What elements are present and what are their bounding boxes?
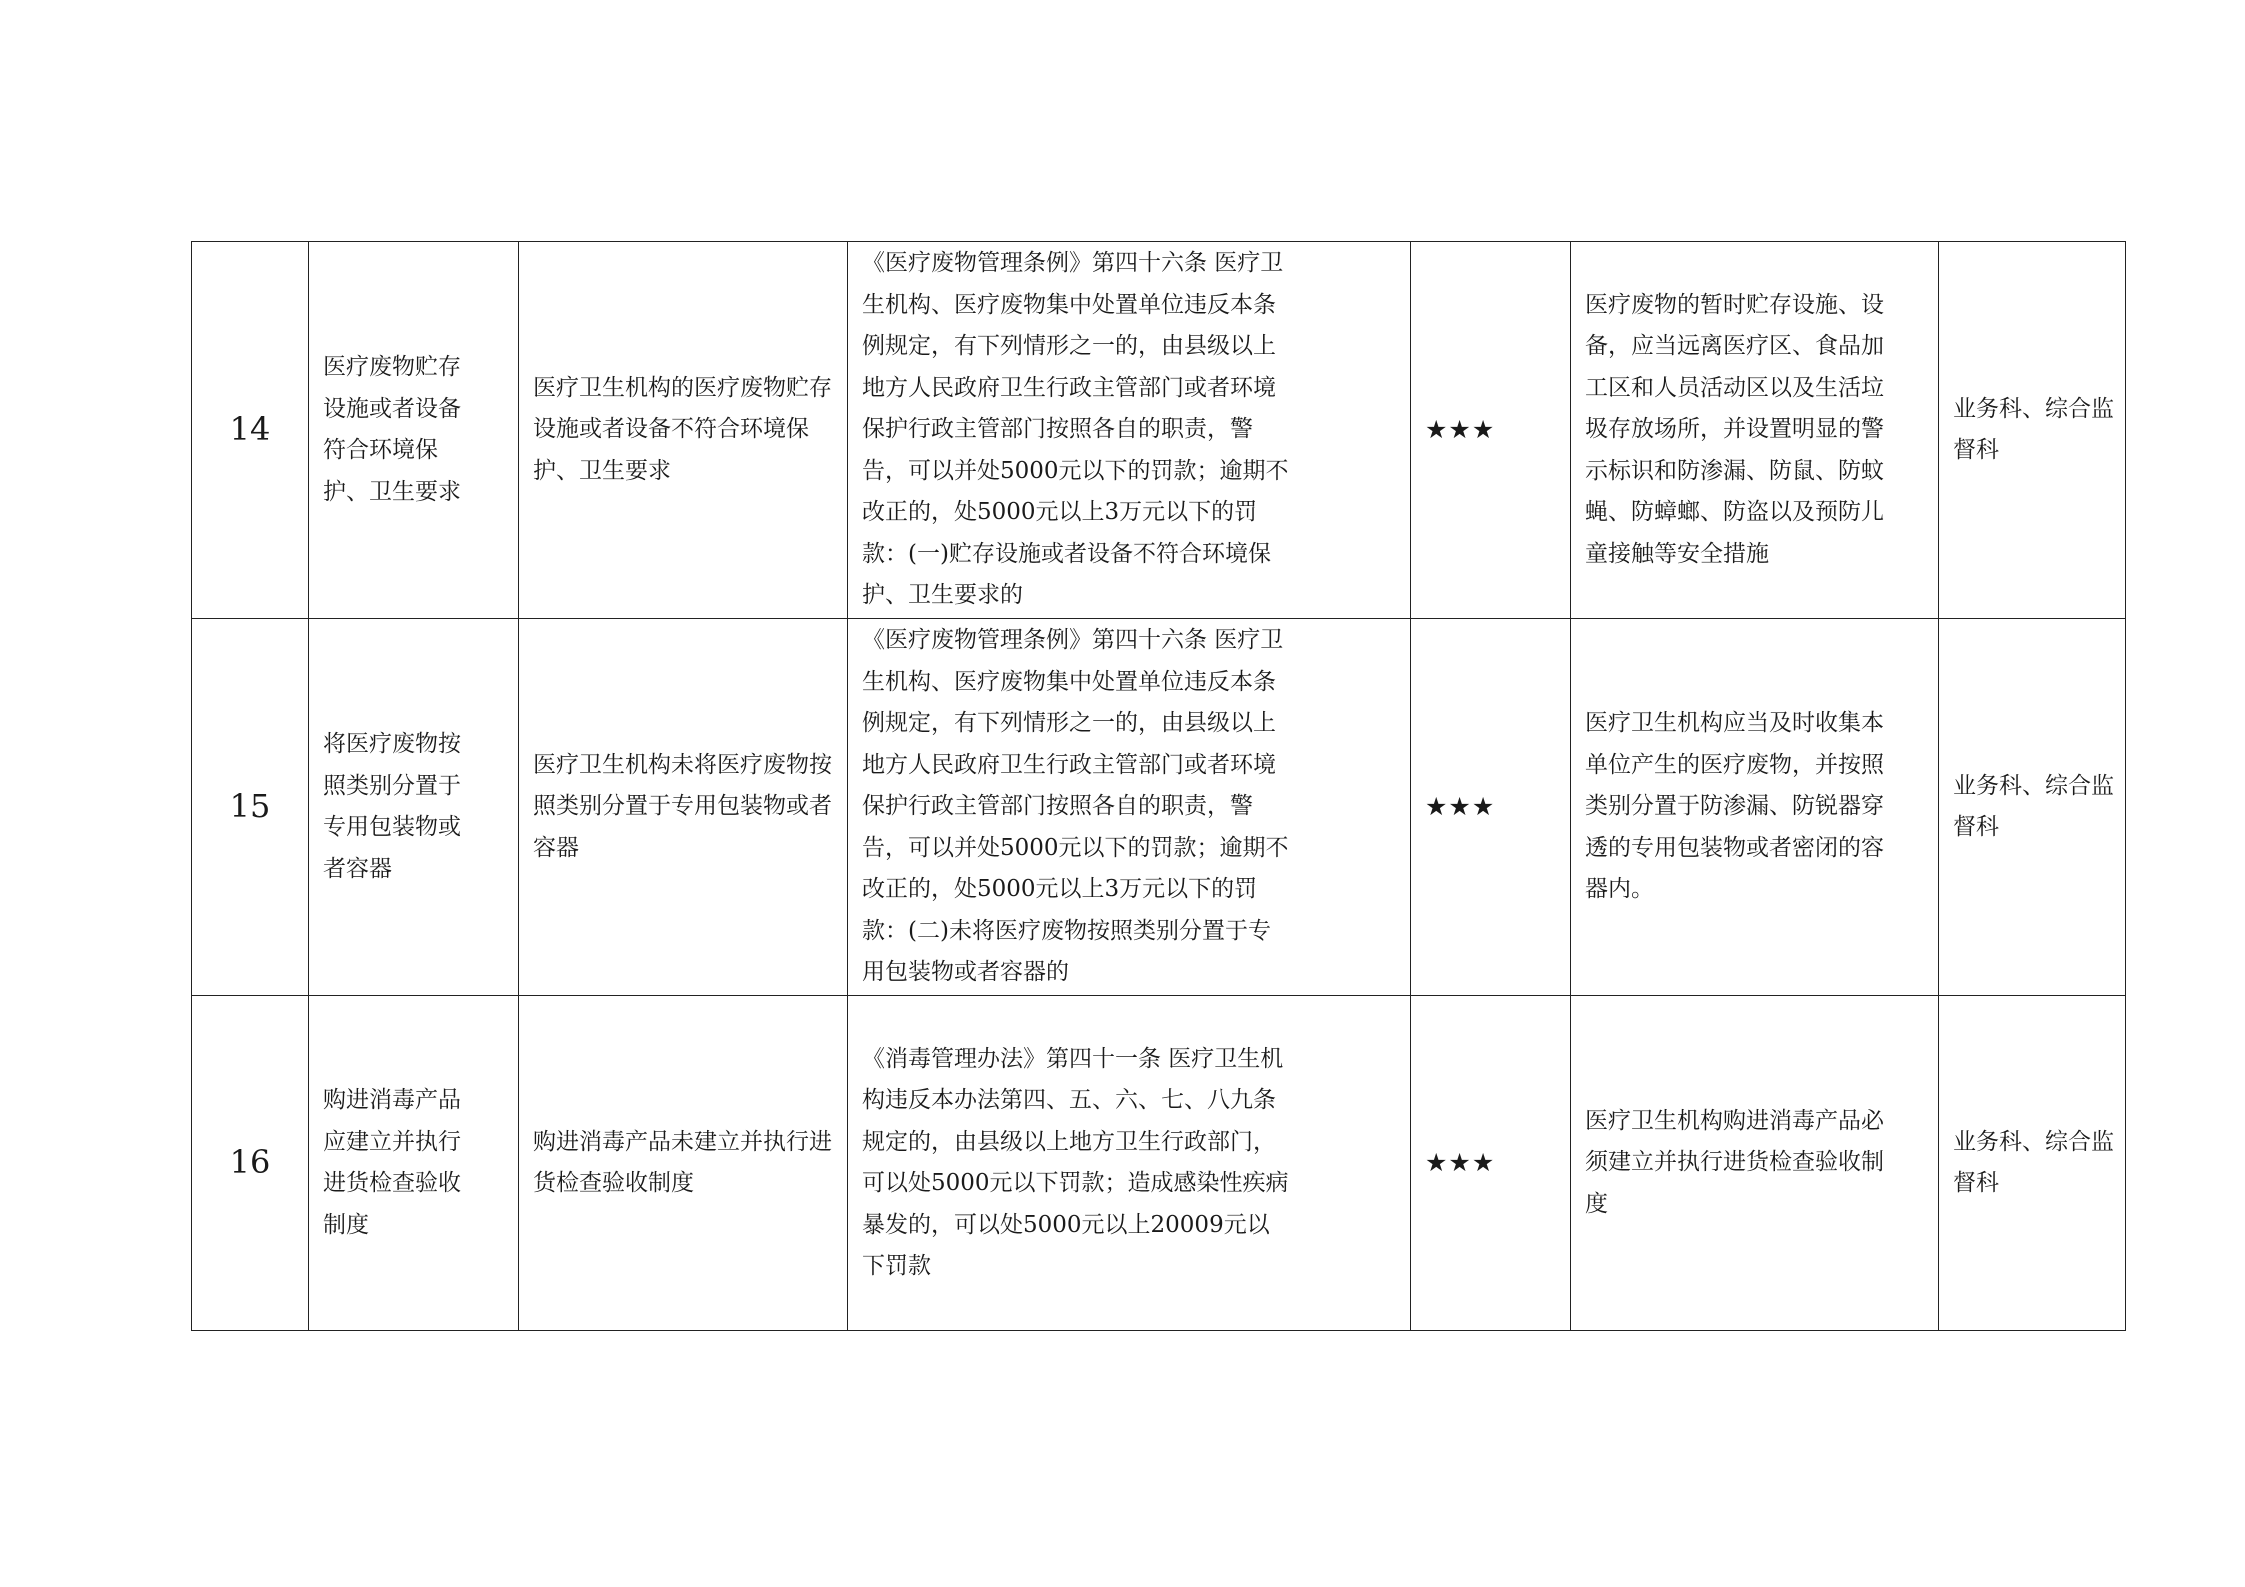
department-text: 业务科、综合监督科: [1953, 772, 2114, 840]
check-item: [309, 996, 519, 1331]
table-row: [192, 619, 2126, 996]
requirement-text: 医疗卫生机构购进消毒产品必须建立并执行进货检查验收制度: [1585, 1107, 1884, 1217]
responsible-department: [1939, 996, 2126, 1331]
violation-description: [519, 996, 848, 1331]
table-row: [192, 996, 2126, 1331]
check-item-text: 将医疗废物按照类别分置于专用包装物或者容器: [323, 731, 461, 882]
item-number: 16: [192, 996, 309, 1331]
violation-text: 购进消毒产品未建立并执行进货检查验收制度: [533, 1128, 832, 1196]
legal-basis-text: 《消毒管理办法》第四十一条 医疗卫生机构违反本办法第四、五、六、七、八九条规定的，由县级以上地方卫生行政部门，可以处5000元以下罚款；造成感染性疾病暴发的，可以处5000元以上20009元以下罚款: [862, 1045, 1289, 1279]
requirement: [1571, 242, 1939, 619]
legal-basis: [848, 619, 1411, 996]
item-number: 15: [192, 619, 309, 996]
violation-description: [519, 619, 848, 996]
requirement: [1571, 619, 1939, 996]
item-number: 14: [192, 242, 309, 619]
violation-text: 医疗卫生机构未将医疗废物按照类别分置于专用包装物或者容器: [533, 751, 832, 861]
requirement-text: 医疗卫生机构应当及时收集本单位产生的医疗废物，并按照类别分置于防渗漏、防锐器穿透的专用包装物或者密闭的容器内。: [1585, 710, 1884, 903]
department-text: 业务科、综合监督科: [1953, 395, 2114, 463]
risk-level-stars: ★★★: [1411, 996, 1571, 1331]
requirement-text: 医疗废物的暂时贮存设施、设备，应当远离医疗区、食品加工区和人员活动区以及生活垃圾存放场所，并设置明显的警示标识和防渗漏、防鼠、防蚊蝇、防蟑螂、防盗以及预防儿童接触等安全措施: [1585, 291, 1884, 567]
check-item: [309, 242, 519, 619]
check-item: [309, 619, 519, 996]
table-row: [192, 242, 2126, 619]
legal-basis-text: 《医疗废物管理条例》第四十六条 医疗卫生机构、医疗废物集中处置单位违反本条例规定，有下列情形之一的，由县级以上地方人民政府卫生行政主管部门或者环境保护行政主管部门按照各自的职责，警告，可以并处5000元以下的罚款；逾期不改正的，处5000元以上3万元以下的罚款：(一)贮存设施或者设备不符合环境保护、卫生要求的: [862, 250, 1289, 609]
legal-basis-text: 《医疗废物管理条例》第四十六条 医疗卫生机构、医疗废物集中处置单位违反本条例规定，有下列情形之一的，由县级以上地方人民政府卫生行政主管部门或者环境保护行政主管部门按照各自的职责，警告，可以并处5000元以下的罚款；逾期不改正的，处5000元以上3万元以下的罚款：(二)未将医疗废物按照类别分置于专用包装物或者容器的: [862, 627, 1289, 986]
violation-text: 医疗卫生机构的医疗废物贮存设施或者设备不符合环境保护、卫生要求: [533, 374, 832, 484]
legal-basis: [848, 996, 1411, 1331]
requirement: [1571, 996, 1939, 1331]
violation-description: [519, 242, 848, 619]
enforcement-items-table: [191, 241, 2126, 1331]
check-item-text: 医疗废物贮存设施或者设备符合环境保护、卫生要求: [323, 354, 461, 505]
risk-level-stars: ★★★: [1411, 242, 1571, 619]
department-text: 业务科、综合监督科: [1953, 1128, 2114, 1196]
responsible-department: [1939, 619, 2126, 996]
check-item-text: 购进消毒产品应建立并执行进货检查验收制度: [323, 1087, 461, 1238]
responsible-department: [1939, 242, 2126, 619]
risk-level-stars: ★★★: [1411, 619, 1571, 996]
legal-basis: [848, 242, 1411, 619]
